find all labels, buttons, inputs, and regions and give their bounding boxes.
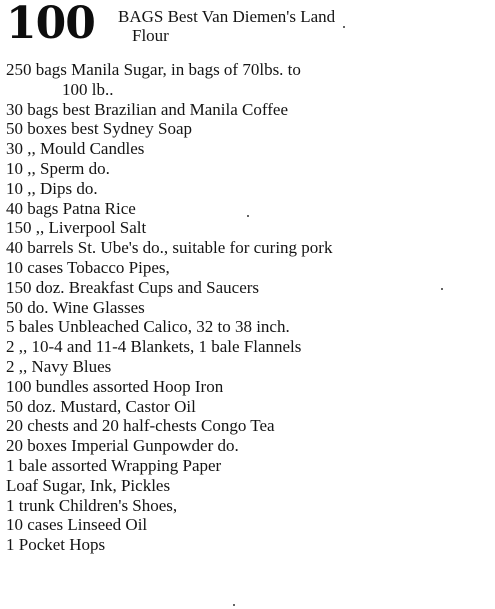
list-item xyxy=(6,139,491,159)
list-item xyxy=(6,357,491,377)
headline-number: 100 xyxy=(6,0,95,49)
item-text: 10 cases Tobacco Pipes, xyxy=(6,257,170,277)
list-item xyxy=(6,298,491,318)
headline xyxy=(6,0,491,60)
item-text: 150 doz. Breakfast Cups and Saucers xyxy=(6,277,260,297)
item-text: 5 bales Unbleached Calico, 32 to 38 inch. xyxy=(6,317,290,337)
print-speck xyxy=(441,288,443,290)
item-text: Loaf Sugar, Ink, Pickles xyxy=(6,475,171,495)
item-text: 40 barrels St. Ube's do., suitable for curing pork xyxy=(6,238,333,258)
item-text: 150 ,, Liverpool Salt xyxy=(6,218,147,238)
list-item xyxy=(6,515,491,535)
list-item xyxy=(6,258,491,278)
item-text: 1 Pocket Hops xyxy=(6,535,106,555)
list-item xyxy=(6,278,491,298)
item-text: 1 bale assorted Wrapping Paper xyxy=(6,455,222,475)
list-item xyxy=(6,337,491,357)
item-text: 10 ,, Dips do. xyxy=(6,178,98,198)
list-item xyxy=(6,476,491,496)
item-text: 50 boxes best Sydney Soap xyxy=(6,119,193,139)
item-list xyxy=(6,60,491,555)
list-item xyxy=(6,100,491,120)
list-item xyxy=(6,535,491,555)
list-item xyxy=(6,317,491,337)
item-text: 50 doz. Mustard, Castor Oil xyxy=(6,396,196,416)
item-text: 250 bags Manila Sugar, in bags of 70lbs. to xyxy=(6,60,301,79)
item-text: 10 ,, Sperm do. xyxy=(6,158,110,178)
list-item xyxy=(6,179,491,199)
list-item xyxy=(6,119,491,139)
item-text: 50 do. Wine Glasses xyxy=(6,297,145,317)
list-item xyxy=(6,416,491,436)
list-item xyxy=(6,60,491,100)
item-text: 40 bags Patna Rice xyxy=(6,198,136,218)
list-item xyxy=(6,397,491,417)
list-item xyxy=(6,456,491,476)
list-item xyxy=(6,238,491,258)
item-text: 20 boxes Imperial Gunpowder do. xyxy=(6,436,239,456)
item-text: 30 bags best Brazilian and Manila Coffee xyxy=(6,99,288,119)
print-speck xyxy=(343,26,345,28)
item-text: 10 cases Linseed Oil xyxy=(6,515,148,535)
item-text: 2 ,, 10-4 and 11-4 Blankets, 1 bale Flannels xyxy=(6,337,302,357)
item-text: 2 ,, Navy Blues xyxy=(6,356,112,376)
item-text: 100 bundles assorted Hoop Iron xyxy=(6,376,224,396)
list-item xyxy=(6,436,491,456)
item-continuation: 100 lb.. xyxy=(62,79,114,99)
item-text: 20 chests and 20 half-chests Congo Tea xyxy=(6,416,275,436)
list-item xyxy=(6,377,491,397)
headline-line-1: BAGS Best Van Diemen's Land xyxy=(118,7,336,26)
item-text: 30 ,, Mould Candles xyxy=(6,139,145,159)
list-item xyxy=(6,159,491,179)
print-speck xyxy=(233,604,235,606)
headline-text xyxy=(118,7,488,45)
headline-line-2: Flour xyxy=(132,26,169,45)
print-speck xyxy=(247,215,249,217)
item-text: 1 trunk Children's Shoes, xyxy=(6,495,178,515)
list-item xyxy=(6,218,491,238)
list-item xyxy=(6,496,491,516)
